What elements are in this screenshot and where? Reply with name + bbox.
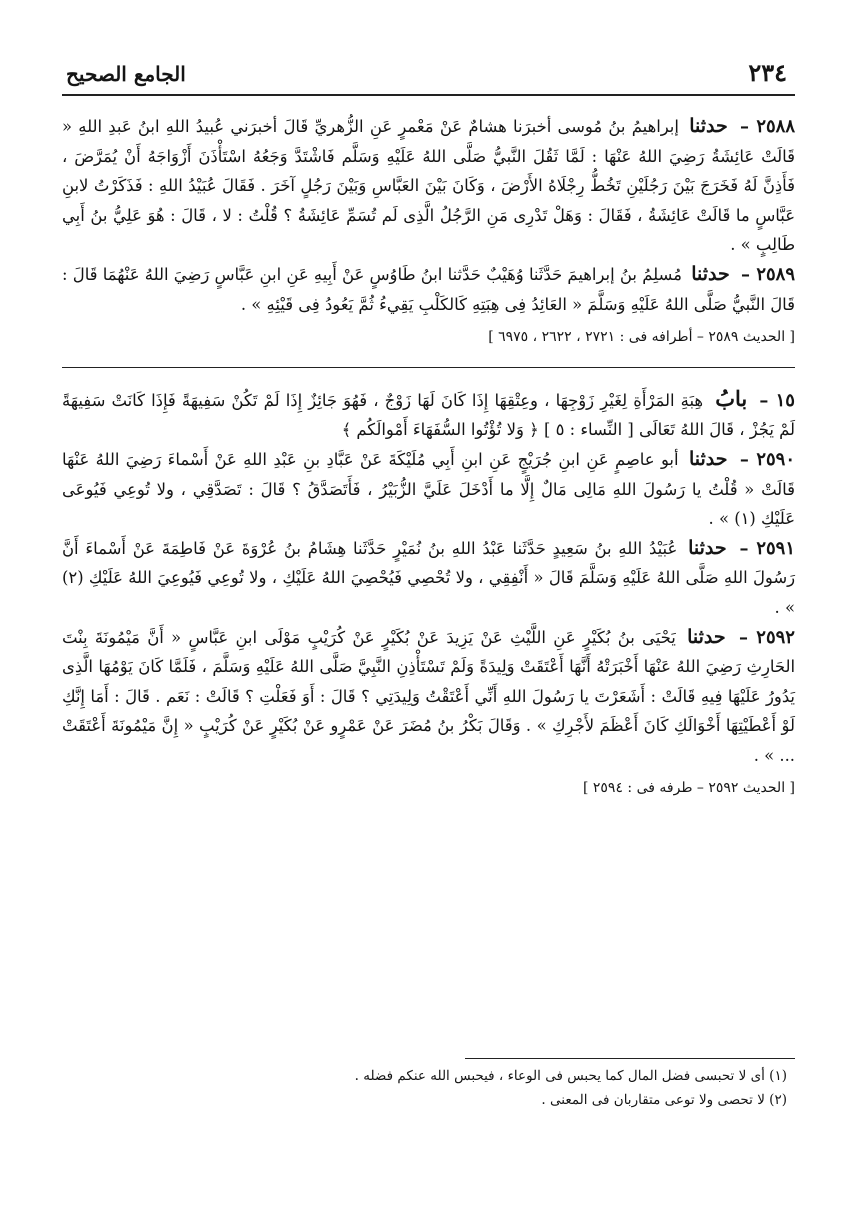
chapter-heading — [62, 384, 795, 445]
chapter-title: هِبَةِ المَرْأَةِ لِغَيْرِ زَوْجِهَا ، وعِتْقِهَا إِذَا كَانَ لَهَا زَوْجٌ ، فَهُوَ جَائِزٌ إِذَا لَمْ تَكُنْ سَفِيهَةً فَإِذَا كَانَتْ سَفِيهَةً لَمْ يَجُزْ ، قَالَ اللهُ تَعَالَى [ النِّساء : ٥ ] ﴿ وَلا تُؤْتُوا السُّفَهَاءَ أَمْوالَكُم ﴾ — [62, 390, 795, 440]
page-number: ٢٣٤ — [748, 58, 787, 87]
page-header — [62, 58, 795, 96]
hadith-text: عُبَيْدُ اللهِ بنُ سَعِيدٍ حَدَّثَنا عَبْدُ اللهِ بنُ نُمَيْرٍ حَدَّثَنا هِشَامُ بنُ عُرْوَةَ عَنْ فَاطِمَةَ عَنْ أَسْماءَ أَنَّ رَسُولَ اللهِ صَلَّى اللهُ عَلَيْهِ وَسَلَّمَ قَالَ « أَنْفِقِي ، ولا تُحْصِي فَيُحْصِيَ اللهُ عَلَيْكِ ، ولا تُوعِي فَيُوعِيَ اللهُ عَلَيْكِ (٢) » . — [62, 538, 795, 617]
hadith-number: ٢٥٩٢ – — [738, 626, 795, 648]
cross-reference-2592: [ الحديث ٢٥٩٢ – طرفه فى : ٢٥٩٤ ] — [582, 780, 795, 797]
hadith-text: إبراهيمُ بنُ مُوسى أخبرَنا هشامٌ عَنْ مَعْمرٍ عَنِ الزُّهريِّ قَالَ أخبرَني عُبيدُ اللهِ ابنُ عَبدِ اللهِ « قَالَتْ عَائِشَةُ رَضِيَ اللهُ عَنْهَا : لَمَّا ثَقُلَ النَّبيُّ صَلَّى اللهُ عَلَيْهِ وَسَلَّم فَاشْتَدَّ وَجَعُهُ اسْتَأْذَنَ أَزْوَاجَهُ أَنْ يُمَرَّضَ ، فَأَذِنَّ لَهُ فَخَرَجَ بَيْنَ رَجُلَيْنِ تَخُطُّ رِجْلَاهُ الأَرْضَ ، وَكَانَ بَيْنَ العَبَّاسِ وَبَيْنَ رَجُلٍ آخَرَ . فَقَالَ عُبَيْدُ اللهِ : فَذَكَرْتُ لابنِ عَبَّاسٍ ما قَالَتْ عَائِشَةُ ، فَقَالَ : وَهَلْ تَدْرِى مَنِ الرَّجُلُ الَّذِى لَم تُسَمِّ عَائِشَةُ ؟ قُلْتُ : لا ، قَالَ : هُوَ عَلِيُّ بنُ أَبِي طَالِبٍ » . — [62, 117, 795, 255]
hadith-text: يَحْيَى بنُ بُكَيْرٍ عَنِ اللَّيْثِ عَنْ يَزِيدَ عَنْ بُكَيْرٍ عَنْ كُرَيْبٍ مَوْلَى ابنِ عَبَّاسٍ « أَنَّ مَيْمُونَةَ بِنْتَ الحَارِثِ رَضِيَ اللهُ عَنْهَا أَخْبَرَتْهُ أَنَّهَا أَعْتَقَتْ وَلِيدَةً وَلَمْ تَسْتَأْذِنِ النَّبِيَّ صَلَّى اللهُ عَلَيْهِ وَسَلَّمَ ، فَلَمَّا كَانَ يَوْمُهَا الَّذِى يَدُورُ عَلَيْهَا فِيهِ قَالَتْ : أَشَعَرْتَ يا رَسُولَ اللهِ أَنِّي أَعْتَقْتُ وَلِيدَتِي ؟ قَالَ : أَوَ فَعَلْتِ ؟ قَالَتْ : نَعَم . قَالَ : أَمَا إِنَّكِ لَوْ أَعْطَيْتِهَا أَخْوَالَكِ كَانَ أَعْظَمَ لأَجْرِكِ » . وَقَالَ بَكْرُ بنُ مُضَرَ عَنْ عَمْرٍو عَنْ بُكَيْرٍ عَنْ كُرَيْبٍ « إِنَّ مَيْمُونَةَ أَعْتَقَتْ ... » . — [62, 627, 795, 765]
hadith-text: أبو عاصِمٍ عَنِ ابنِ جُرَيْجٍ عَنِ ابنِ أَبِي مُلَيْكَةَ عَنْ عَبَّادِ بنِ عَبْدِ اللهِ عَنْ أَسْماءَ رَضِيَ اللهُ عَنْهَا قَالَتْ « قُلْتُ يا رَسُولَ اللهِ مَالِى مَالٌ إِلَّا ما أَدْخَلَ عَلَيَّ الزُّبَيْرُ ، فَأَتَصَدَّقُ ؟ قَالَ : تَصَدَّقِي ، ولا تُوعِي فَيُوعَى عَلَيْكِ (١) » . — [62, 449, 795, 529]
hadith-2589 — [62, 260, 795, 319]
footnote-separator — [465, 1058, 795, 1059]
hadith-2588 — [62, 112, 795, 260]
footnote-1: (١) أى لا تحبسى فضل المال كما يحبس فى الوعاء ، فيحبس الله عنكم فضله . — [354, 1068, 787, 1084]
main-text — [62, 112, 795, 804]
hadith-2592 — [62, 623, 795, 771]
hadith-number: ٢٥٩٠ – — [739, 448, 795, 470]
book-title: الجامع الصحيح — [66, 62, 186, 86]
hadith-number: ٢٥٩١ – — [739, 537, 795, 559]
hadith-number: ٢٥٨٩ – — [741, 263, 795, 285]
haddatha-word: حدثنا — [688, 447, 728, 470]
chapter-number: ١٥ – — [759, 389, 795, 411]
cross-reference-2589: [ الحديث ٢٥٨٩ – أطرافه فى : ٢٧٢١ ، ٢٦٢٢ ، ٦٩٧٥ ] — [488, 329, 795, 346]
haddatha-word: حدثنا — [688, 536, 727, 559]
hadith-text: مُسلِمُ بنُ إبراهيمَ حَدَّثَنا وُهَيْبٌ حَدَّثنا ابنُ طَاوُسٍ عَنْ أَبِيهِ عَنِ ابنِ عَبَّاسٍ رَضِيَ اللهُ عَنْهُمَا قَالَ : قَالَ النَّبيُّ صَلَّى اللهُ عَلَيْهِ وَسَلَّمَ « العَائِدُ فِى هِبَتِهِ كَالكَلْبِ يَقِيءُ ثُمَّ يَعُودُ فِى قَيْئِهِ » . — [62, 264, 795, 314]
haddatha-word: حدثنا — [691, 262, 730, 285]
haddatha-word: حدثنا — [689, 115, 728, 137]
hadith-2590 — [62, 445, 795, 534]
hadith-number: ٢٥٨٨ – — [740, 116, 795, 137]
haddatha-word: حدثنا — [687, 625, 726, 648]
section-divider — [62, 367, 795, 368]
footnotes — [62, 1064, 787, 1112]
footnote-2: (٢) لا تحصى ولا توعى متقاربان فى المعنى . — [541, 1092, 787, 1108]
chapter-word: بابُ — [715, 385, 748, 411]
hadith-2591 — [62, 534, 795, 623]
